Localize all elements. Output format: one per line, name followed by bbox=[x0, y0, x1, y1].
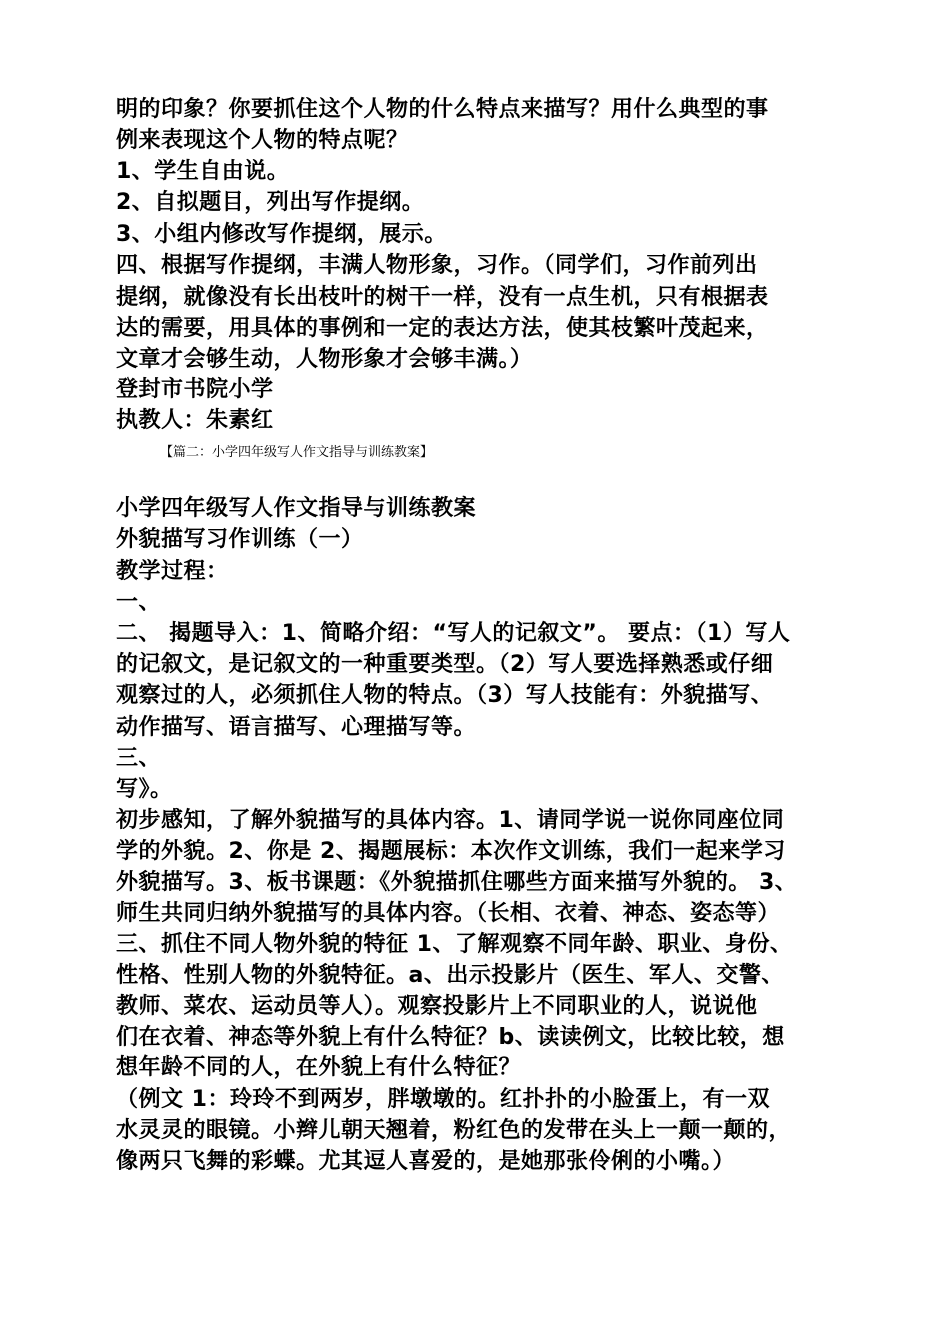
text-line: 动作描写、语言描写、心理描写等。 bbox=[116, 715, 477, 740]
text-line: 提纲，就像没有长出枝叶的树干一样，没有一点生机，只有根据表 bbox=[116, 285, 769, 310]
text-line: 文章才会够生动，人物形象才会够丰满。） bbox=[116, 347, 533, 372]
text-line: （例文 1：玲玲不到两岁，胖墩墩的。红扑扑的小脸蛋上，有一双 bbox=[116, 1087, 770, 1112]
text-line: 师生共同归纳外貌描写的具体内容。（长相、衣着、神态、姿态等） bbox=[116, 901, 781, 926]
text-line: 2、自拟题目，列出写作提纲。 bbox=[116, 190, 425, 215]
text-line: 3、小组内修改写作提纲，展示。 bbox=[116, 222, 447, 247]
text-line: 水灵灵的眼镜。小辫儿朝天翘着，粉红色的发带在头上一颠一颠的， bbox=[116, 1118, 792, 1143]
text-line: 像两只飞舞的彩蝶。尤其逗人喜爱的，是她那张伶俐的小嘴。） bbox=[116, 1149, 736, 1174]
text-line: 初步感知，了解外貌描写的具体内容。1、请同学说一说你同座位同 bbox=[116, 808, 785, 833]
text-line: 四、根据写作提纲，丰满人物形象，习作。（同学们，习作前列出 bbox=[116, 253, 758, 278]
text-line: 学的外貌。2、你是 2、揭题展标：本次作文训练，我们一起来学习 bbox=[116, 839, 786, 864]
text-line: 三、抓住不同人物外貌的特征 1、了解观察不同年龄、职业、身份、 bbox=[116, 932, 793, 957]
text-line: 的记叙文，是记叙文的一种重要类型。（2）写人要选择熟悉或仔细 bbox=[116, 652, 774, 677]
text-line: 1、学生自由说。 bbox=[116, 159, 290, 184]
text-line: 达的需要，用具体的事例和一定的表达方法，使其枝繁叶茂起来， bbox=[116, 316, 769, 341]
text-line: 性格、性别人物的外貌特征。a、出示投影片（医生、军人、交警、 bbox=[116, 963, 784, 988]
text-line: 教师、菜农、运动员等人）。观察投影片上不同职业的人，说说他 bbox=[116, 994, 758, 1019]
section-separator: 【篇二：小学四年级写人作文指导与训练教案】 bbox=[160, 445, 434, 460]
text-line: 例来表现这个人物的特点呢？ bbox=[116, 128, 409, 153]
text-line: 外貌描写习作训练（一） bbox=[116, 527, 364, 552]
text-line: 观察过的人，必须抓住人物的特点。（3）写人技能有：外貌描写、 bbox=[116, 683, 774, 708]
text-line: 们在衣着、神态等外貌上有什么特征？b、读读例文，比较比较，想 bbox=[116, 1025, 785, 1050]
text-line: 外貌描写。3、板书课题：《外貌描抓住哪些方面来描写外貌的。 3、 bbox=[116, 870, 798, 895]
text-line: 写》。 bbox=[116, 777, 173, 802]
text-line: 一、 bbox=[116, 590, 162, 615]
text-line: 二、 揭题导入：1、简略介绍：“写人的记叙文”。 要点：（1）写人 bbox=[116, 621, 791, 646]
text-line: 执教人：朱素红 bbox=[116, 408, 274, 433]
text-line: 想年龄不同的人，在外貌上有什么特征？ bbox=[116, 1055, 522, 1080]
text-line: 明的印象？你要抓住这个人物的什么特点来描写？用什么典型的事 bbox=[116, 97, 769, 122]
text-line: 教学过程： bbox=[116, 559, 229, 584]
text-line: 三、 bbox=[116, 746, 162, 771]
section-title: 小学四年级写人作文指导与训练教案 bbox=[116, 496, 477, 521]
text-line: 登封市书院小学 bbox=[116, 377, 274, 402]
